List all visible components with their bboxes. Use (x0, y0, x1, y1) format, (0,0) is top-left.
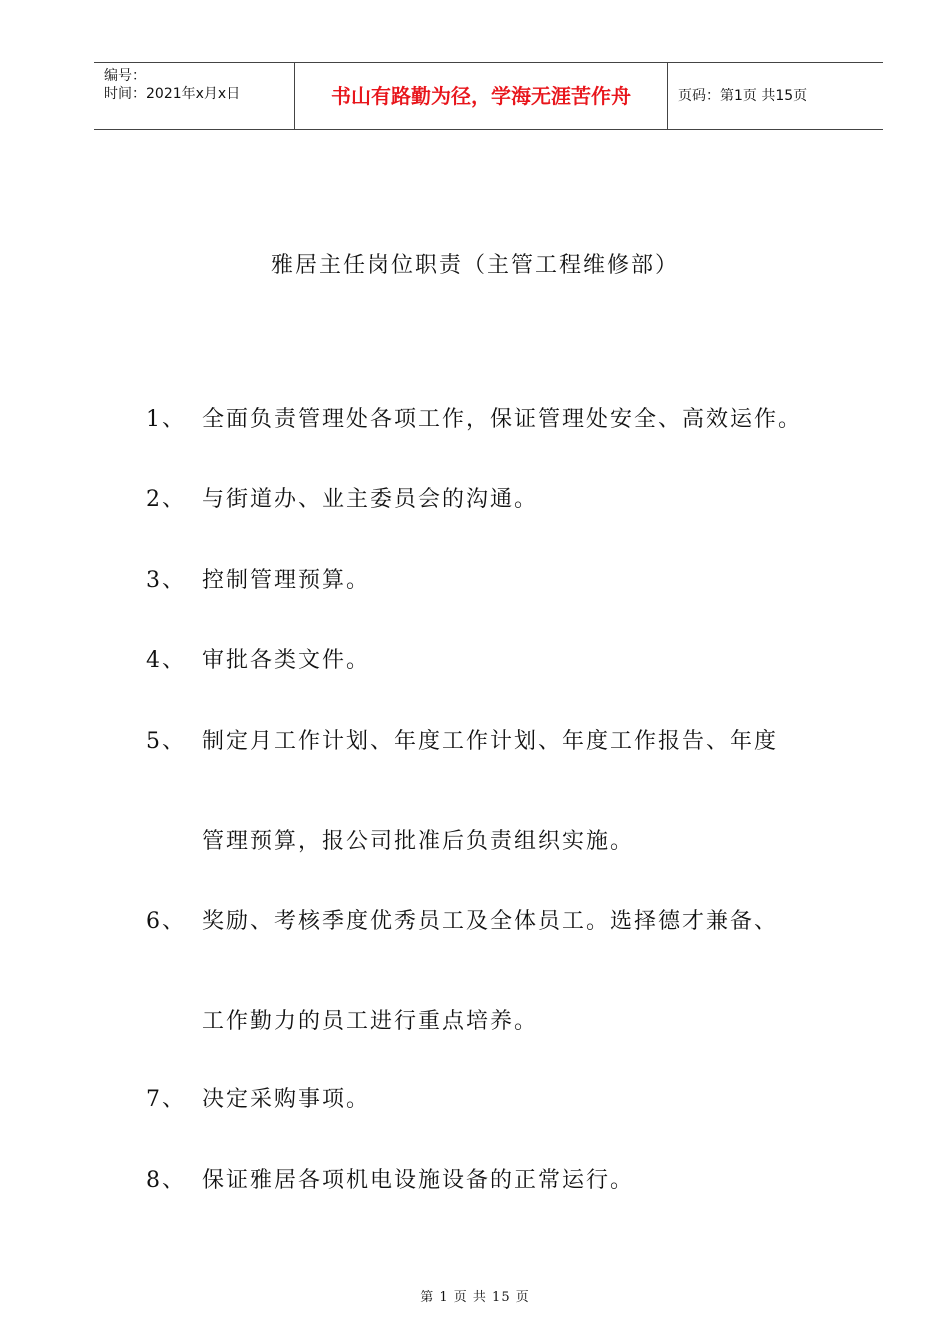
list-item-number: 1、 (146, 407, 186, 432)
document-title: 雅居主任岗位职责（主管工程维修部） (270, 253, 679, 278)
page-header (94, 62, 883, 130)
list-item-continuation: 管理预算，报公司批准后负责组织实施。 (202, 829, 635, 854)
list-item-text: 审批各类文件。 (202, 648, 371, 673)
list-item (146, 1085, 370, 1115)
list-item (146, 1166, 634, 1196)
list-item-number: 6、 (146, 909, 186, 934)
list-item-number: 3、 (146, 568, 186, 593)
list-item (146, 485, 538, 515)
list-item-number: 2、 (146, 487, 186, 512)
list-item-text: 全面负责管理处各项工作，保证管理处安全、高效运作。 (202, 407, 803, 432)
list-item-text: 保证雅居各项机电设施设备的正常运行。 (202, 1168, 635, 1193)
list-item (146, 646, 370, 676)
list-item-text: 制定月工作计划、年度工作计划、年度工作报告、年度 (202, 729, 779, 754)
list-item-number: 5、 (146, 729, 186, 754)
header-page-info: 页码：第1页 共15页 (678, 88, 808, 104)
list-item-number: 8、 (146, 1168, 186, 1193)
header-meta (104, 67, 240, 103)
list-item-text: 与街道办、业主委员会的沟通。 (202, 487, 539, 512)
list-item (146, 727, 778, 757)
header-motto: 书山有路勤为径，学海无涯苦作舟 (331, 84, 631, 108)
page-footer: 第 1 页 共 15 页 (420, 1290, 530, 1305)
document-time-label: 时间：2021年x月x日 (104, 86, 241, 102)
list-item-number: 4、 (146, 648, 186, 673)
list-item-text: 决定采购事项。 (202, 1087, 371, 1112)
list-item-number: 7、 (146, 1087, 186, 1112)
list-item (146, 405, 802, 435)
document-number-label: 编号： (104, 68, 146, 84)
list-item-continuation: 工作勤力的员工进行重点培养。 (202, 1009, 539, 1034)
list-item (146, 566, 370, 596)
list-item (146, 907, 778, 937)
list-item-text: 控制管理预算。 (202, 568, 371, 593)
header-divider-right (667, 63, 668, 129)
list-item-text: 奖励、考核季度优秀员工及全体员工。选择德才兼备、 (202, 909, 779, 934)
